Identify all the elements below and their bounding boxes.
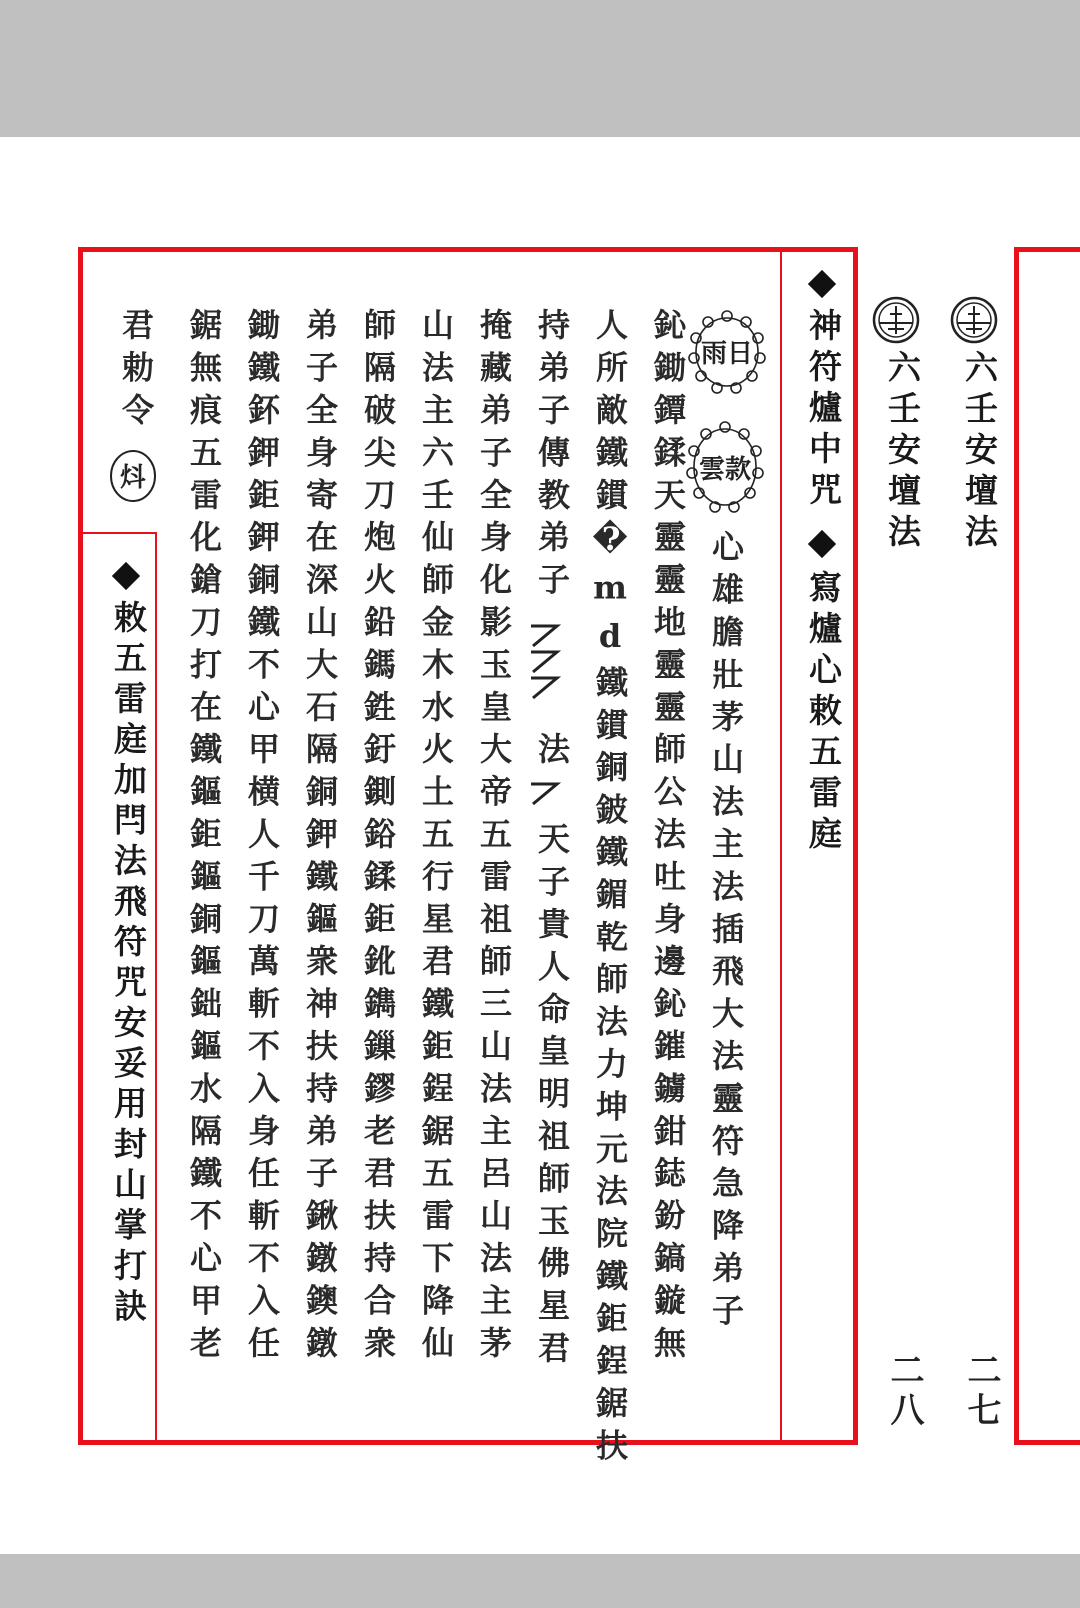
body-column-6: 師隔破尖刀炮火鉛鎷鉎釪鍘鋊鍒鉅鈋鐫鏁鏐老君扶持合衆 bbox=[359, 308, 397, 1368]
bottom-left-hrule bbox=[83, 532, 157, 534]
body-column-3-tail: 天子貴人命皇明祖師玉佛星君 bbox=[533, 822, 571, 1374]
diamond-bullet-icon bbox=[802, 264, 842, 304]
taiji-emblem-icon bbox=[872, 296, 920, 344]
body-column-5: 山法主六壬仙師金木水火土五行星君鐵鉅鋥鋸五雷下降仙 bbox=[417, 308, 455, 1368]
taiji-emblem-icon bbox=[950, 296, 998, 344]
body-column-4: 掩藏弟子全身化影玉皇大帝五雷祖師三山法主呂山法主茅 bbox=[475, 308, 513, 1368]
left-page-number: 二八 bbox=[884, 1352, 924, 1432]
top-gray-band bbox=[0, 0, 1080, 137]
body-column-3-fa: 法 bbox=[533, 732, 571, 775]
section-title-1b: 寫爐心敕五雷庭 bbox=[804, 570, 843, 857]
bottom-gray-band bbox=[0, 1554, 1080, 1608]
section-title-2: 敕五雷庭加閂法飛符咒安妥用封山掌打訣 bbox=[109, 600, 148, 1329]
bottom-left-divider bbox=[155, 532, 157, 1440]
talisman-seal-icon bbox=[684, 418, 766, 516]
body-column-2: 人所敵鐵鏆�md鐵鏆銅鈹鐵鎇乾師法力坤元法院鐵鉅鋥鋸扶 bbox=[591, 308, 629, 1471]
title-column-divider bbox=[780, 252, 782, 1440]
right-page-frame bbox=[1014, 247, 1080, 1445]
seal-2-label: 雲款 bbox=[698, 455, 752, 485]
small-seal-label: 炓 bbox=[119, 463, 147, 493]
small-seal-icon bbox=[108, 448, 158, 504]
right-page-header: 六壬安壇法 bbox=[960, 350, 999, 555]
seal-1-label: 雨日 bbox=[700, 339, 754, 369]
body-column-7: 弟子全身寄在深山大石隔銅鉀鐵鏂衆神扶持弟子鍬鐓鐭鐓 bbox=[301, 308, 339, 1368]
body-column-8: 鋤鐵鈈鉀鉅鉀銅鐵不心甲横人千刀萬斬不入身任斬不入任 bbox=[243, 308, 281, 1368]
body-column-9: 鋸無痕五雷化鎗刀打在鐵鏂鉅鏂銅鏂鈯鏂水隔鐵不心甲老 bbox=[185, 308, 223, 1368]
talisman-glyph-icon bbox=[527, 622, 561, 704]
body-column-continuation: 心雄膽壯茅山法主法插飛大法靈符急降弟子 bbox=[707, 530, 745, 1336]
diamond-bullet-icon bbox=[802, 524, 842, 564]
talisman-seal-icon bbox=[686, 308, 768, 396]
section-title-1a: 神符爐中咒 bbox=[804, 308, 843, 513]
body-column-1: 鈊鋤鐔鍒天靈靈地靈靈師公法吐身邊鈊鏙鐪鉗鋕鈖鎬鏇無 bbox=[649, 308, 687, 1368]
body-column-10: 君勅令 bbox=[117, 308, 155, 436]
talisman-glyph-icon bbox=[527, 780, 561, 808]
body-column-3: 持弟子傳教弟子 bbox=[533, 308, 571, 605]
diamond-bullet-icon bbox=[106, 556, 146, 596]
left-page-header: 六壬安壇法 bbox=[883, 350, 922, 555]
right-page-number: 二七 bbox=[961, 1352, 1001, 1432]
